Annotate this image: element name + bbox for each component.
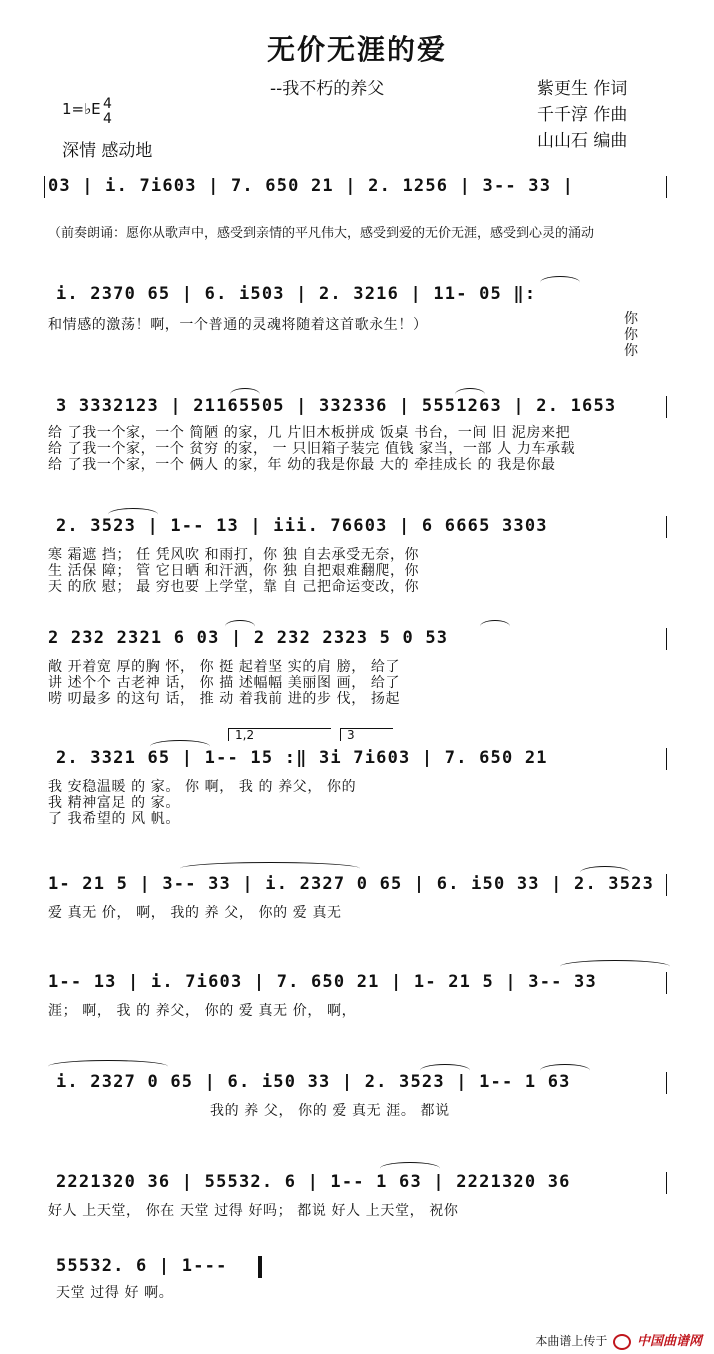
slur	[580, 866, 630, 879]
bar-line	[666, 1072, 667, 1094]
slur	[225, 620, 255, 633]
slur	[150, 740, 210, 753]
notation-line-5: 2 232 2321 6 03 | 2 232 2323 5 0 53	[48, 628, 449, 648]
lyric-line: 你	[624, 327, 639, 343]
notation-line-10: 2221320 36 | 55532. 6 | 1-- 1 63 | 2221320 36	[56, 1172, 571, 1192]
volta-bracket-1: 1,2	[228, 728, 331, 741]
bar-line	[666, 874, 667, 896]
footer-brand: 中国曲谱网	[636, 1334, 702, 1349]
notation-line-7: 1- 21 5 | 3-- 33 | i. 2327 0 65 | 6. i50 33 | 2. 3523	[48, 874, 655, 894]
slur	[455, 388, 485, 401]
bar-line	[666, 516, 667, 538]
lyric-line: 生 活保 障； 管 它日晒 和汗洒，你 独 自把艰难翻爬，你	[48, 563, 420, 579]
lyric-line: 我 安稳温暖 的 家。 你 啊， 我 的 养父， 你的	[48, 779, 357, 795]
notation-line-8: 1-- 13 | i. 7i603 | 7. 6̇50 21 | 1- 21 5 | 3-- 33	[48, 972, 597, 992]
slur	[420, 1064, 470, 1077]
time-signature	[103, 97, 112, 127]
lyric-line: 天 的欣 慰； 最 穷也要 上学堂，靠 自 己把命运变改，你	[48, 579, 420, 595]
bar-line	[666, 176, 667, 198]
bar-line	[666, 628, 667, 650]
prelude-recitation: （前奏朗诵：愿你从歌声中，感受到亲情的平凡伟大，感受到爱的无价无涯，感受到心灵的涌动	[48, 226, 595, 241]
lyric-line: 敞 开着宽 厚的胸 怀， 你 挺 起着坚 实的肩 膀， 给了	[48, 659, 401, 675]
slur	[108, 508, 158, 521]
lyric-line: 爱 真无 价， 啊， 我的 养 父， 你的 爱 真无	[48, 905, 342, 921]
slur	[540, 1064, 590, 1077]
bar-line	[44, 176, 45, 198]
song-subtitle: --我不朽的养父	[270, 79, 385, 99]
lyricist-credit: 紫更生 作词	[537, 79, 628, 99]
notation-line-9: i. 2327 0 65 | 6. i50 33 | 2. 3523 | 1-- 1 63	[56, 1072, 571, 1092]
lyric-line: 我的 养 父， 你的 爱 真无 涯。 都说	[210, 1103, 450, 1119]
slur	[560, 960, 670, 973]
lyric-line: 给 了我一个家，一个 俩人 的家，年 幼的我是你最 大的 牵挂成长 的 我是你最	[48, 457, 556, 473]
site-logo-icon	[613, 1334, 631, 1350]
final-bar-line	[258, 1256, 262, 1278]
key-signature: 1=♭E	[62, 100, 101, 118]
notation-line-6: 2. 3321 65 | 1-- 15 :‖ 3i 7i603 | 7. 6̇50 21	[56, 748, 548, 768]
source-footer	[535, 1330, 702, 1350]
lyric-line: 好人 上天堂， 你在 天堂 过得 好吗； 都说 好人 上天堂， 祝你	[48, 1203, 459, 1219]
slur	[180, 862, 360, 875]
meter-bottom: 4	[103, 111, 112, 127]
composer-credit: 千千淳 作曲	[537, 105, 628, 125]
notation-line-11: 55532. 6 | 1---	[56, 1256, 228, 1276]
lyric-line: 涯； 啊， 我 的 养父， 你的 爱 真无 价， 啊，	[48, 1003, 357, 1019]
lyric-line: 给 了我一个家，一个 贫穷 的家， 一 只旧箱子装完 值钱 家当，一部 人 力车承载	[48, 441, 576, 457]
footer-prefix: 本曲谱上传于	[535, 1334, 608, 1348]
slur	[480, 620, 510, 633]
slur	[540, 276, 580, 289]
slur	[230, 388, 260, 401]
bar-line	[666, 972, 667, 994]
lyric-line: 给 了我一个家，一个 简陋 的家，几 片旧木板拼成 饭桌 书台，一间 旧 泥房来把	[48, 425, 571, 441]
expression-marking: 深情 感动地	[62, 141, 153, 161]
bar-line	[666, 396, 667, 418]
lyric-line: 和情感的激荡！啊，一个普通的灵魂将随着这首歌永生！）	[48, 317, 428, 333]
lyric-line: 了 我希望的 风 帆。	[48, 811, 180, 827]
lyric-line: 你	[624, 311, 639, 327]
lyric-line: 寒 霜遮 挡； 任 凭风吹 和雨打，你 独 自去承受无奈，你	[48, 547, 420, 563]
notation-line-2: i. 2370 65 | 6. i503 | 2. 3216 | 11- 05 ‖:	[56, 284, 537, 304]
notation-line-4: 2. 3523 | 1-- 13 | iii. 76603 | 6 6665 3303	[56, 516, 548, 536]
slur	[380, 1162, 440, 1175]
lyric-line: 讲 述个个 古老神 话， 你 描 述幅幅 美丽图 画， 给了	[48, 675, 401, 691]
bar-line	[666, 1172, 667, 1194]
lyric-line: 唠 叨最多 的这句 话， 推 动 着我前 进的步 伐， 扬起	[48, 691, 401, 707]
meter-top: 4	[103, 96, 112, 112]
arranger-credit: 山山石 编曲	[537, 131, 628, 151]
volta-bracket-2: 3	[340, 728, 393, 741]
notation-line-1: 03 | i. 7i603 | 7. 6̇50 21 | 2. 1256 | 3-- 33 |	[48, 176, 575, 196]
lyric-line: 我 精神富足 的 家。	[48, 795, 180, 811]
notation-line-3: 3 3332123 | 21165505 | 332336 | 5551263 | 2. 1653	[56, 396, 617, 416]
lyric-line: 天堂 过得 好 啊。	[56, 1285, 174, 1301]
song-title: 无价无涯的爱	[266, 33, 447, 66]
bar-line	[666, 748, 667, 770]
lyric-line: 你	[624, 343, 639, 359]
